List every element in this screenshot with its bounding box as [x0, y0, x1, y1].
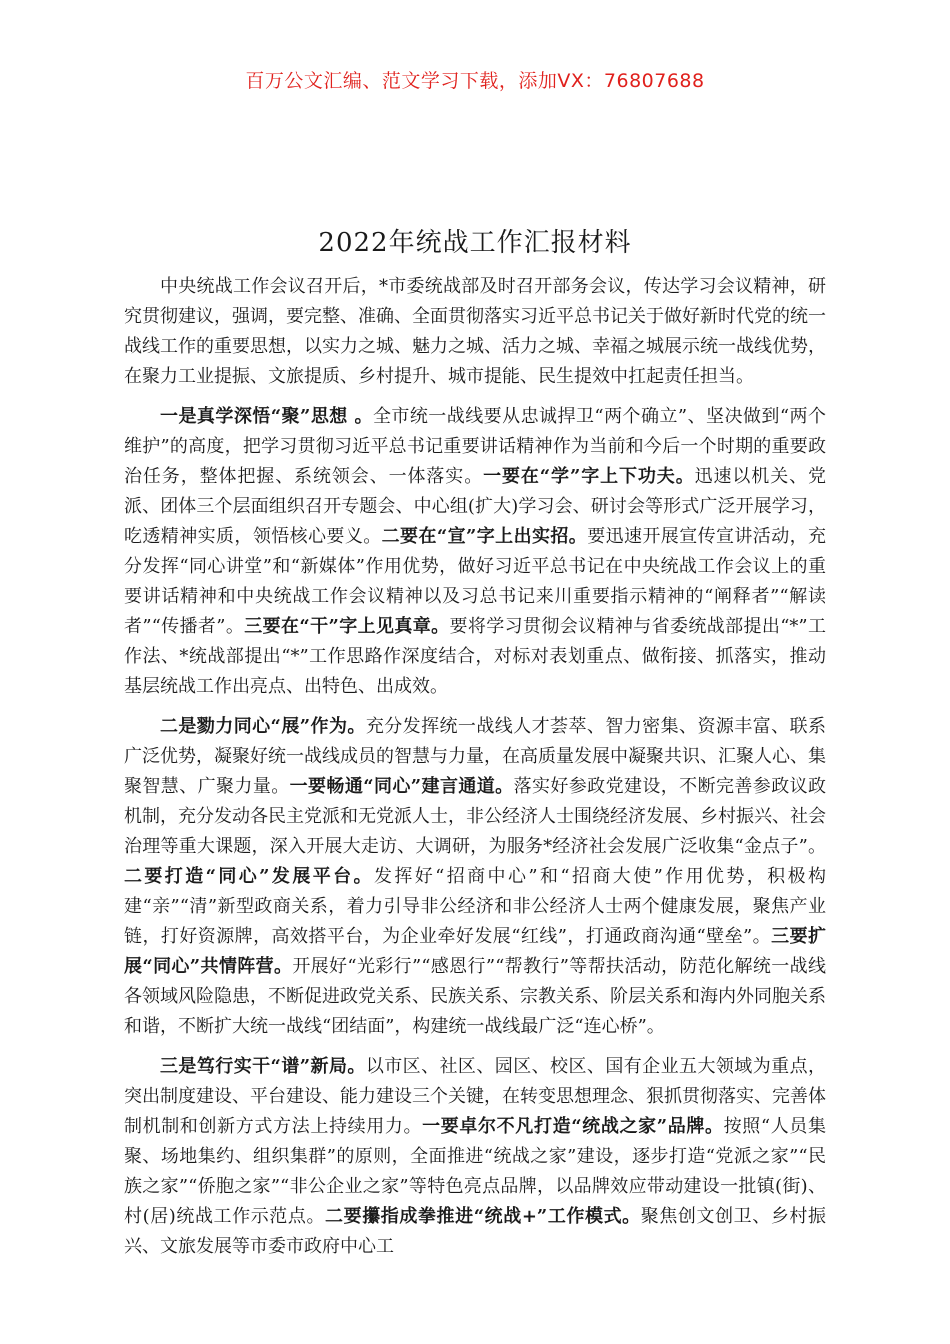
section-3-point-2: 二要攥指成拳推进“统战+”工作模式。: [325, 1206, 641, 1227]
section-3-point-1: 一要卓尔不凡打造“统战之家”品牌。: [422, 1116, 724, 1137]
section-2-text: 充分发挥统一战线人才荟萃、智力密集、资源丰富、联系广泛优势，凝聚好统一战线成员的智慧与力量，在高质量发展中凝聚共识、汇聚人心、集聚智慧、广聚力量。: [124, 716, 826, 797]
section-1-text: 要将学习贯彻会议精神与省委统战部提出“*”工作法、*统战部提出“*”工作思路作深度结合，对标对表划重点、做衔接、抓落实，推动基层统战工作出亮点、出特色、出成效。: [124, 616, 826, 697]
document-body: [124, 272, 826, 1272]
section-1-point-3: 三要在“干”字上见真章。: [244, 616, 450, 637]
section-1-point-2: 二要在“宣”字上出实招。: [381, 526, 588, 547]
section-2-text: 发挥好“招商中心”和“招商大使”作用优势，积极构建“亲”“清”新型政商关系，着力引导非公经济和非公经济人士两个健康发展，聚焦产业链，打好资源牌，高效搭平台，为企业牵好发展“红线”，打通政商沟通“壁垒”。: [124, 866, 826, 947]
section-2-point-2: 二要打造“同心”发展平台。: [124, 866, 374, 887]
section-1-point-1: 一要在“学”字上下功夫。: [483, 466, 695, 487]
section-1-text: 全市统一战线要从忠诚捍卫“两个确立”、坚决做到“两个维护”的高度，把学习贯彻习近平总书记重要讲话精神作为当前和今后一个时期的重要政治任务，整体把握、系统领会、一体落实。: [124, 406, 826, 487]
section-1-text: 迅速以机关、党派、团体三个层面组织召开专题会、中心组(扩大)学习会、研讨会等形式广泛开展学习，吃透精神实质，领悟核心要义。: [124, 466, 826, 547]
section-2-text: 落实好参政党建设，不断完善参政议政机制，充分发动各民主党派和无党派人士，非公经济人士围绕经济发展、乡村振兴、社会治理等重大课题，深入开展大走访、大调研，为服务*经济社会发展广泛收集“金点子”。: [124, 776, 826, 857]
section-3-heading: 三是笃行实干“谱”新局。: [160, 1056, 366, 1077]
section-3-text: 按照“人员集聚、场地集约、组织集群”的原则，全面推进“统战之家”建设，逐步打造“党派之家”“民族之家”“侨胞之家”“非公企业之家”等特色亮点品牌，以品牌效应带动建设一批镇(街)、村(居)统战工作示范点。: [124, 1116, 826, 1227]
section-3-text: 聚焦创文创卫、乡村振兴、文旅发展等市委市政府中心工: [124, 1206, 826, 1257]
section-2-heading: 二是勠力同心“展”作为。: [160, 716, 366, 737]
section-1-paragraph: [124, 402, 826, 702]
intro-paragraph: 中央统战工作会议召开后，*市委统战部及时召开部务会议，传达学习会议精神，研究贯彻建议，强调，要完整、准确、全面贯彻落实习近平总书记关于做好新时代党的统一战线工作的重要思想，以实力之城、魅力之城、活力之城、幸福之城展示统一战线优势，在聚力工业提振、文旅提质、乡村提升、城市提能、民生提效中扛起责任担当。: [124, 276, 826, 387]
document-title: 2022年统战工作汇报材料: [318, 228, 632, 258]
download-notice-header: 百万公文汇编、范文学习下载，添加VX：76807688: [245, 70, 705, 92]
section-3-text: 以市区、社区、园区、校区、国有企业五大领域为重点，突出制度建设、平台建设、能力建设三个关键，在转变思想理念、狠抓贯彻落实、完善体制机制和创新方式方法上持续用力。: [124, 1056, 826, 1137]
section-3-paragraph: [124, 1052, 826, 1262]
section-2-point-1: 一要畅通“同心”建言通道。: [289, 776, 514, 797]
section-2-point-3: 三要扩展“同心”共情阵营。: [124, 926, 827, 977]
section-1-heading: 一是真学深悟“聚”思想 。: [160, 406, 373, 427]
section-2-text: 开展好“光彩行”“感恩行”“帮教行”等帮扶活动，防范化解统一战线各领域风险隐患，不断促进政党关系、民族关系、宗教关系、阶层关系和海内外同胞关系和谐，不断扩大统一战线“团结面”，构建统一战线最广泛“连心桥”。: [124, 956, 826, 1037]
section-1-text: 要迅速开展宣传宣讲活动，充分发挥“同心讲堂”和“新媒体”作用优势，做好习近平总书记在中央统战工作会议上的重要讲话精神和中央统战工作会议精神以及习总书记来川重要指示精神的“阐释者”“解读者”“传播者”。: [124, 526, 827, 637]
section-2-paragraph: [124, 712, 826, 1042]
